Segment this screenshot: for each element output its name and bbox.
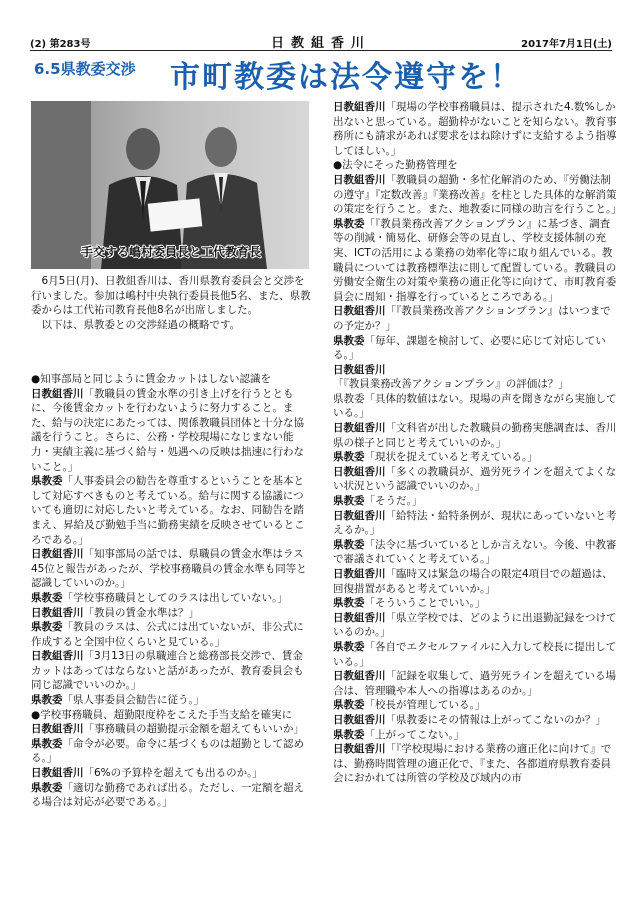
dialogue-text: 「6%の予算枠を超えても出るのか。」 <box>83 767 263 780</box>
speaker-label: 日教組香川 <box>333 713 386 726</box>
speaker-label: 日教組香川 <box>333 363 386 376</box>
dialogue-text: 「法令に基づいているとしか言えない。今後、中教審で審議されていくと考えている。」 <box>333 538 617 566</box>
speaker-label: 県教委 <box>333 538 365 551</box>
dialogue-text: 「そういうことでいい。」 <box>364 597 486 610</box>
dialogue-text: 「記録を収集して、過労死ラインを超えている場合は、管理職や本人への指導はあるのか。」 <box>333 670 616 697</box>
speaker-label: 県教委 <box>31 694 63 707</box>
dialogue-text: 「校長が管理している。」 <box>364 699 486 712</box>
dialogue-line <box>333 728 618 743</box>
speaker-label: 日教組香川 <box>333 743 386 756</box>
speaker-label: 日教組香川 <box>333 465 386 478</box>
speaker-label: 日教組香川 <box>333 305 386 318</box>
speaker-label: 日教組香川 <box>333 670 386 683</box>
speaker-label: 県教委 <box>333 640 365 653</box>
left-column-dialogue <box>31 372 313 810</box>
dialogue-line <box>31 547 313 591</box>
issue-date: 2017年7月1日(土) <box>521 39 612 50</box>
section-heading <box>31 708 313 723</box>
speaker-label: 日教組香川 <box>333 509 386 522</box>
speaker-label: 県教委 <box>333 597 365 610</box>
dialogue-text: 「文科省が出した教職員の勤務実態調査は、香川県の様子と同じと考えていいのか。」 <box>333 422 617 449</box>
speaker-label: 日教組香川 <box>31 548 84 561</box>
dialogue-line <box>31 737 313 766</box>
article-headline: 市町教委は法令遵守を！ <box>170 60 522 95</box>
dialogue-text: 「現状を捉えていると考えている。」 <box>364 451 538 464</box>
dialogue-line <box>333 596 618 611</box>
speaker-label: 県教委 <box>333 728 365 741</box>
speaker-label: 日教組香川 <box>333 611 386 624</box>
dialogue-line <box>31 591 313 606</box>
newspaper-title: 日教組香川 <box>270 36 371 51</box>
dialogue-text: 「教職員の賃金水準の引き上げを行うとともに、今後賃金カットを行わないように努力すること。また、給与の決定にあたっては、関係教職員団体と十分な協議を行うこと。さらに、公務・学校現場になじまない能力・実績主義に基づく給与・処遇への反映は拙速に行わないこと。」 <box>31 387 304 473</box>
speaker-label: 日教組香川 <box>333 568 386 580</box>
dialogue-line <box>333 363 618 392</box>
dialogue-text: 「『教員業務改善アクションプラン』に基づき、調査等の削減・簡易化、研修会等の見直し、学校支援体制の充実、ICTの活用による業務の効率化等に取り組んでいる。教職員については教務標準法に則して配置している。教職員の労働安全衛生の対策や業務の適正化等に向けて、市町教育委員会に周知・指導を行っているところである。」 <box>333 217 617 303</box>
speaker-label: 日教組香川 <box>333 173 386 186</box>
dialogue-line <box>333 669 618 698</box>
dialogue-line <box>31 722 313 737</box>
right-column-dialogue <box>333 100 622 786</box>
dialogue-text: 「『学校現場における業務の適正化に向けて』では、勤務時間管理の適正化で、『また、各都道府県教育委員会におかれては所管の学校及び域内の市 <box>333 743 612 785</box>
dialogue-line <box>333 465 618 494</box>
dialogue-text: 「教員のラスは、公式には出ていないが、非公式に作成すると全国中位くらいと見ている。」 <box>31 621 304 648</box>
dialogue-line <box>333 698 618 713</box>
article-intro <box>31 274 311 332</box>
speaker-label: 県教委 <box>333 217 365 230</box>
dialogue-line <box>333 742 618 786</box>
speaker-label: 県教委 <box>31 475 63 488</box>
dialogue-line <box>31 474 313 547</box>
dialogue-line <box>31 387 313 475</box>
dialogue-line <box>333 567 618 596</box>
intro-paragraph: 6月5日(月)、日教組香川は、香川県教育委員会と交渉を行いました。参加は嶋村中央執行委員長他5名、また、県教委からは工代祐司教育長他8名が出席しました。 <box>31 275 311 317</box>
dialogue-text: ●学校事務職員、超勤限度枠をこえた手当支給を確実に <box>31 708 293 721</box>
section-heading <box>333 392 618 421</box>
dialogue-text: 「教職員の超勤・多忙化解消のため、『労働法制の遵守』『定数改善』『業務改善』を柱とした具体的な解消策の策定を行うこと。また、地教委に同様の助言を行うこと。」 <box>333 173 622 216</box>
speaker-label: 日教組香川 <box>333 422 386 435</box>
dialogue-text: 「そうだ。」 <box>364 495 423 508</box>
dialogue-line <box>333 421 618 450</box>
article-kicker: 6.5県教委交渉 <box>34 60 136 78</box>
issue-number: (2) 第283号 <box>30 39 91 50</box>
dialogue-text: 「県教委にその情報は上がってこないのか？」 <box>385 713 606 726</box>
speaker-label: 県教委 <box>31 781 63 794</box>
dialogue-text: 「知事部局の話では、県職員の賃金水準はラス45位と報告があったが、学校事務職員の賃金水準も同等と認識していいのか。」 <box>31 548 307 590</box>
dialogue-text: 「現場の学校事務職員は、提示された4.数%しか出ないと思っている。超勤枠がないことを知らない。教育事務所にも請求があれば要求をはね除けずに支給するよう指導してほしい。」 <box>333 101 617 157</box>
dialogue-text: 「県立学校では、どのように出退勤記録をつけているのか。」 <box>333 611 617 639</box>
dialogue-line <box>31 620 313 649</box>
dialogue-line <box>333 640 618 669</box>
dialogue-text: 「命令が必要。命令に基づくものは超勤として認める。」 <box>31 737 304 765</box>
dialogue-text: 「各自でエクセルファイルに入力して校長に提出している。」 <box>333 640 617 668</box>
dialogue-text: 「『教員業務改善アクションプラン』の評価は？」 <box>333 378 569 391</box>
dialogue-text: 県教委「具体的数値はない。現場の声を聞きながら実施している。」 <box>333 392 617 420</box>
dialogue-line <box>31 781 313 810</box>
dialogue-text: 「上がってこない。」 <box>364 728 465 741</box>
dialogue-text: 「『教員業務改善アクションプラン』はいつまでの予定か？」 <box>333 305 611 332</box>
dialogue-text: 「教員の賃金水準は？」 <box>83 606 199 619</box>
dialogue-line <box>333 173 622 217</box>
dialogue-text: ●法令にそった勤務管理を <box>333 159 458 172</box>
dialogue-line <box>333 100 618 158</box>
dialogue-text: 「県人事委員会勧告に従う。」 <box>62 694 205 707</box>
intro-paragraph: 以下は、県教委との交渉経過の概略です。 <box>41 318 241 331</box>
dialogue-line <box>31 693 313 708</box>
dialogue-text: 「適切な勤務であれば出る。ただし、一定額を超える場合は対応が必要である。」 <box>31 781 304 809</box>
page-header <box>30 34 612 51</box>
dialogue-line <box>333 509 618 538</box>
speaker-label: 県教委 <box>333 451 365 464</box>
dialogue-text: 「3月13日の県職連合と総務部長交渉で、賃金カットはあってはならないと話があったが、教育委員会も同じ認識でいいのか。」 <box>31 650 304 692</box>
dialogue-line <box>31 649 313 693</box>
speaker-label: 県教委 <box>31 591 63 604</box>
dialogue-line <box>31 606 313 621</box>
dialogue-line <box>333 713 618 728</box>
dialogue-line <box>333 217 618 305</box>
dialogue-line <box>333 611 618 640</box>
dialogue-text: 「臨時又は緊急の場合の限定4項目での超過は、回復措置があると考えていいか。」 <box>333 568 613 595</box>
dialogue-line <box>333 538 618 567</box>
speaker-label: 県教委 <box>31 737 63 750</box>
dialogue-line <box>333 494 618 509</box>
dialogue-text: 「毎年、課題を検討して、必要に応じて対応している。」 <box>333 334 606 362</box>
dialogue-text: 「人事委員会の勧告を尊重するということを基本として対応すべきものと考えている。給与に関する協議についても適切に対応したいと考えている。なお、同勧告を踏まえ、昇給及び勤勉手当に勤務実績を反映させているところである。」 <box>31 475 305 546</box>
section-heading <box>31 372 313 387</box>
speaker-label: 県教委 <box>333 334 365 347</box>
article-photo <box>31 101 309 269</box>
speaker-label: 日教組香川 <box>31 723 84 736</box>
speaker-label: 県教委 <box>333 699 365 712</box>
section-heading <box>333 158 618 173</box>
dialogue-text: 「給特法・給特条例が、現状にあっていないと考えるか。」 <box>333 509 617 537</box>
speaker-label: 県教委 <box>31 621 63 634</box>
dialogue-line <box>31 766 313 781</box>
speaker-label: 日教組香川 <box>333 101 386 113</box>
dialogue-line <box>333 334 618 363</box>
dialogue-line <box>333 450 618 465</box>
speaker-label: 日教組香川 <box>31 606 84 619</box>
dialogue-text: ●知事部局と同じように賃金カットはしない認識を <box>31 373 272 385</box>
speaker-label: 県教委 <box>333 495 365 508</box>
dialogue-text: 「学校事務職員としてのラスは出していない。」 <box>62 591 288 604</box>
dialogue-line <box>333 304 618 333</box>
speaker-label: 日教組香川 <box>31 767 84 780</box>
dialogue-text: 「事務職員の超勤提示金額を超えてもいいか」 <box>83 723 304 736</box>
photo-caption: 手交する嶋村委員長と工代教育長 <box>81 245 262 259</box>
speaker-label: 日教組香川 <box>31 387 84 400</box>
speaker-label: 日教組香川 <box>31 650 84 663</box>
dialogue-text: 「多くの教職員が、過労死ラインを超えてよくない状況という認識でいいのか。」 <box>333 465 617 493</box>
